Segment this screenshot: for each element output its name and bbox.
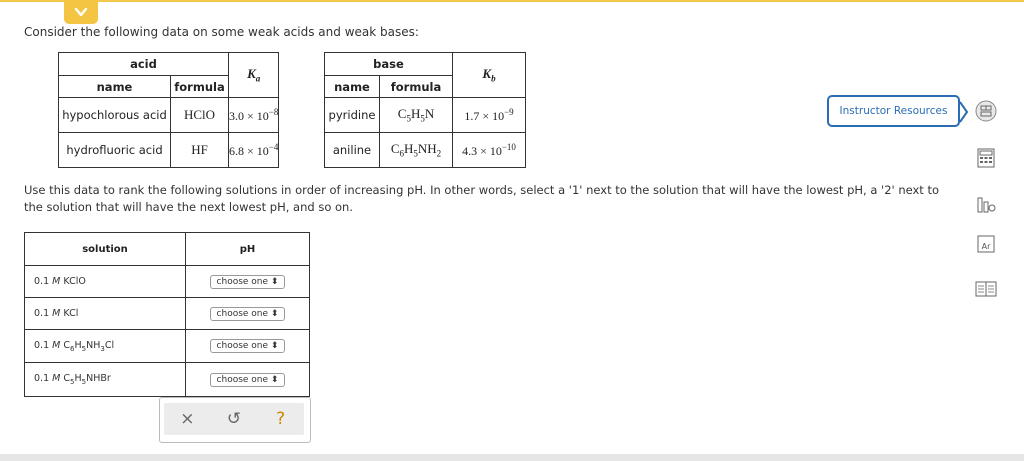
- calculator-icon[interactable]: [975, 147, 997, 169]
- acid-name-header: name: [59, 76, 171, 98]
- base-group-header: base: [325, 53, 453, 76]
- acid-formula-header: formula: [171, 76, 229, 98]
- table-row: [25, 298, 310, 330]
- clear-button[interactable]: ×: [180, 409, 195, 429]
- table-row: [25, 266, 310, 298]
- answer-action-bar: [159, 397, 311, 443]
- ph-rank-select[interactable]: choose one ⬍: [210, 339, 286, 353]
- base-formula-header: formula: [380, 76, 453, 98]
- ka-value: $3.0 \times 10^{-8}$: [229, 98, 279, 133]
- acid-formula: HF: [171, 133, 229, 168]
- undo-button[interactable]: ↺: [226, 409, 242, 429]
- chevron-down-icon: [74, 7, 88, 17]
- svg-text:Ar: Ar: [981, 242, 991, 251]
- table-row: [25, 330, 310, 363]
- table-row: [25, 363, 310, 397]
- kb-value: $1.7 \times 10^{-9}$: [453, 98, 526, 133]
- solution-label: 0.1 M KClO: [25, 266, 186, 298]
- acid-name: hypochlorous acid: [59, 98, 171, 133]
- collapse-toggle-button[interactable]: [64, 0, 98, 24]
- solution-label: 0.1 M $C_5H_5NHBr$: [25, 363, 186, 397]
- table-row: [59, 133, 279, 168]
- table-row: [325, 133, 526, 168]
- acid-data-table: [58, 52, 279, 168]
- kb-header: $K_b$: [453, 53, 526, 98]
- solution-label: 0.1 M KCl: [25, 298, 186, 330]
- reference-icon[interactable]: [975, 278, 997, 300]
- help-button[interactable]: ?: [276, 409, 286, 429]
- solution-header: solution: [25, 233, 186, 266]
- base-name: aniline: [325, 133, 380, 168]
- element-icon[interactable]: [975, 233, 997, 255]
- base-data-table: [324, 52, 526, 168]
- intro-text: Consider the following data on some weak acids and weak bases:: [24, 25, 419, 39]
- acid-name: hydrofluoric acid: [59, 133, 171, 168]
- table-row: [325, 98, 526, 133]
- base-formula: $C_6H_5NH_2$: [380, 133, 453, 168]
- ph-rank-select[interactable]: choose one ⬍: [210, 307, 286, 321]
- bottom-bar: [0, 454, 1024, 461]
- solution-label: 0.1 M $C_6H_5NH_3Cl$: [25, 330, 186, 363]
- ph-rank-select[interactable]: choose one ⬍: [210, 275, 286, 289]
- acid-formula: HClO: [171, 98, 229, 133]
- acid-group-header: acid: [59, 53, 229, 76]
- table-row: [59, 98, 279, 133]
- top-accent-line: [0, 0, 1024, 2]
- data-icon[interactable]: [975, 192, 997, 214]
- periodic-table-icon[interactable]: [975, 100, 997, 122]
- kb-value: $4.3 \times 10^{-10}$: [453, 133, 526, 168]
- base-formula: $C_5H_5N$: [380, 98, 453, 133]
- arrow-right-icon: [959, 101, 969, 123]
- ph-rank-select[interactable]: choose one ⬍: [210, 373, 286, 387]
- ka-value: $6.8 \times 10^{-4}$: [229, 133, 279, 168]
- instructor-resources-button[interactable]: Instructor Resources: [827, 95, 960, 127]
- ranking-table: [24, 232, 310, 397]
- base-name: pyridine: [325, 98, 380, 133]
- instructions-text: Use this data to rank the following solutions in order of increasing pH. In other words, select a '1' next to the solution that will have the lowest pH, a '2' next to the solution that will have the next lowest pH, and so on.: [24, 183, 940, 214]
- ka-header: $K_a$: [229, 53, 279, 98]
- ph-header: pH: [186, 233, 310, 266]
- base-name-header: name: [325, 76, 380, 98]
- action-buttons: [164, 403, 304, 435]
